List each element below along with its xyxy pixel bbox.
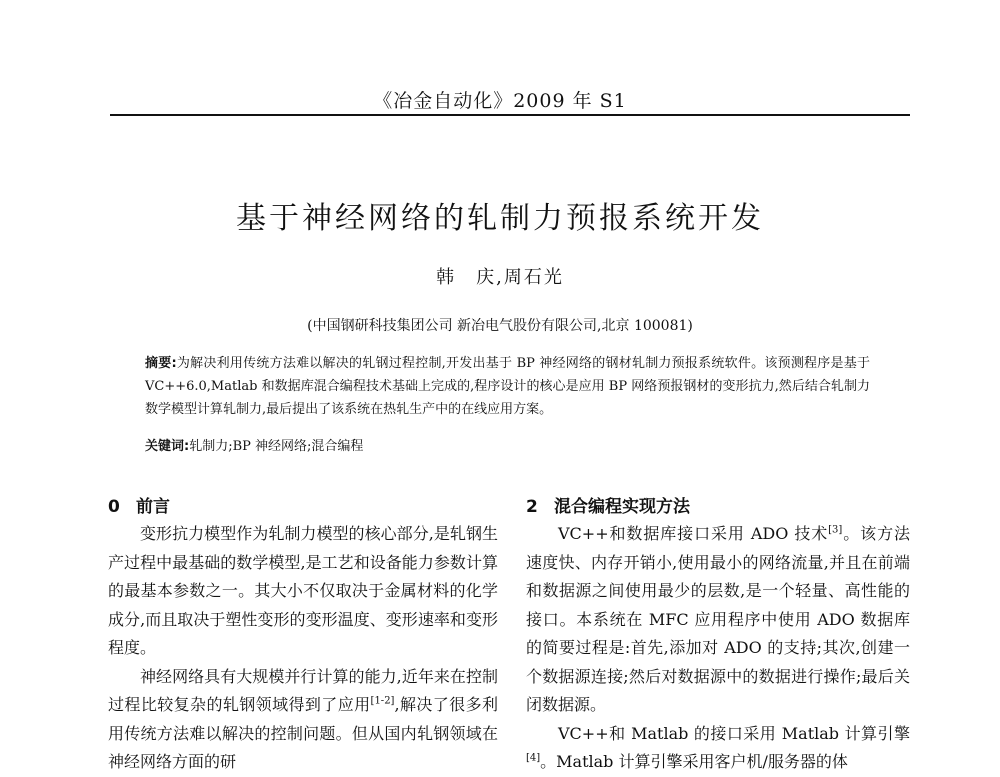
citation-ref: [3] — [828, 524, 843, 536]
method-paragraph-2-rest: 。Matlab 计算引擎采用客户机/服务器的体 — [540, 752, 848, 771]
right-column — [526, 494, 910, 777]
keywords-text: 轧制力;BP 神经网络;混合编程 — [189, 439, 364, 454]
section-heading-intro — [108, 494, 498, 520]
section-title: 前言 — [136, 497, 170, 517]
abstract-label: 摘要: — [145, 356, 177, 371]
section-heading-mixed-programming — [526, 494, 910, 520]
keywords-label: 关键词: — [145, 439, 190, 454]
citation-ref: [4] — [526, 752, 541, 764]
citation-ref: [1-2] — [370, 695, 395, 707]
paper-affiliation: (中国钢研科技集团公司 新冶电气股份有限公司,北京 100081) — [307, 318, 693, 334]
abstract-text: 为解决利用传统方法难以解决的轧钢过程控制,开发出基于 BP 神经网络的钢材轧制力预报系统软件。该预测程序是基于 VC++6.0,Matlab 和数据库混合编程技术基础上完成的,程序设计的核心是应用 BP 网络预报钢材的变形抗力,然后结合轧制力数学模型计算轧制力,最后提出了该系统在热轧生产中的在线应用方案。 — [145, 356, 871, 417]
abstract — [145, 352, 870, 421]
method-paragraph-1 — [526, 520, 910, 720]
header-rule — [110, 114, 910, 116]
method-paragraph-2-start: VC++和 Matlab 的接口采用 Matlab 计算引擎 — [558, 723, 910, 743]
section-number: 2 — [526, 497, 538, 517]
journal-running-head: 《冶金自动化》2009 年 S1 — [373, 90, 627, 112]
intro-paragraph-1: 变形抗力模型作为轧制力模型的核心部分,是轧钢生产过程中最基础的数学模型,是工艺和设备能力参数计算的最基本参数之一。其大小不仅取决于金属材料的化学成分,而且取决于塑性变形的变形温度、变形速率和变形程度。 — [108, 524, 498, 657]
section-title: 混合编程实现方法 — [554, 497, 690, 517]
paper-authors: 韩 庆,周石光 — [436, 267, 564, 288]
method-paragraph-2 — [526, 720, 910, 777]
section-number: 0 — [108, 497, 120, 517]
intro-paragraph-2-start: 神经网络具有大规模并行计算的能力,近年来在控制过程比较复杂的轧钢领域得到了应用 — [108, 666, 498, 714]
paper-title: 基于神经网络的轧制力预报系统开发 — [236, 201, 764, 236]
left-column — [108, 494, 498, 777]
intro-paragraph-2 — [108, 663, 498, 777]
keywords — [145, 435, 870, 458]
method-paragraph-1-start: VC++和数据库接口采用 ADO 技术 — [558, 524, 829, 543]
intro-paragraph-2-rest: ,解决了很多利用传统方法难以解决的控制问题。但从国内轧钢领域在神经网络方面的研 — [108, 695, 498, 771]
method-paragraph-1-rest: 。该方法速度快、内存开销小,使用最小的网络流量,并且在前端和数据源之间使用最少的层数,是一个轻量、高性能的接口。本系统在 MFC 应用程序中使用 ADO 数据库的简要过程是:首先,添加对 ADO 的支持;其次,创建一个数据源连接;然后对数据源中的数据进行操作;最后关闭数据源。 — [526, 524, 910, 714]
